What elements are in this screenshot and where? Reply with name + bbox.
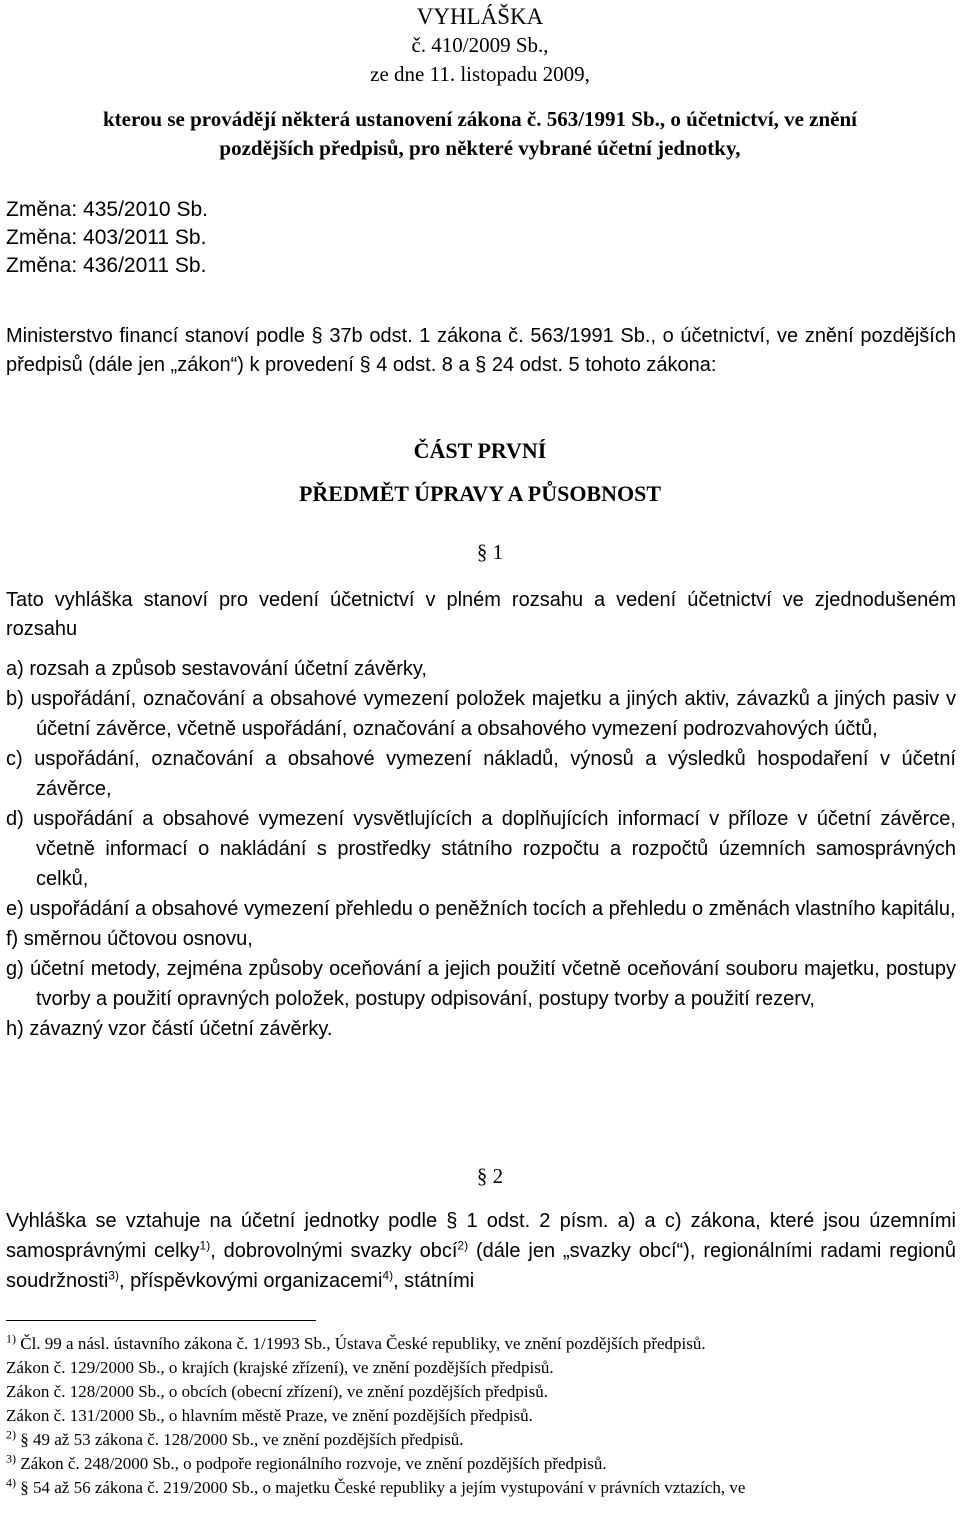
footnote bbox=[6, 1452, 960, 1476]
list-item: a) rozsah a způsob sestavování účetní závěrky, bbox=[6, 658, 427, 680]
amendment-item: Změna: 403/2011 Sb. bbox=[6, 226, 207, 249]
footnote-text: Zákon č. 131/2000 Sb., o hlavním městě Praze, ve znění pozdějších předpisů. bbox=[6, 1406, 533, 1425]
list-item: f) směrnou účtovou osnovu, bbox=[6, 928, 253, 950]
list-item: h) závazný vzor částí účetní závěrky. bbox=[6, 1018, 333, 1040]
footnote-ref: 3) bbox=[108, 1268, 119, 1283]
footnote bbox=[6, 1476, 960, 1500]
list-item: c) uspořádání, označování a obsahové vymezení nákladů, výnosů a výsledků hospodaření v účetní závěrce, bbox=[6, 748, 956, 800]
part-subject-heading: PŘEDMĚT ÚPRAVY A PŮSOBNOST bbox=[298, 481, 662, 506]
footnote-text: § 54 až 56 zákona č. 219/2000 Sb., o majetku České republiky a jejím vystupování v právních vztazích, ve bbox=[20, 1478, 746, 1497]
document-subject-line-2: pozdějších předpisů, pro některé vybrané účetní jednotky, bbox=[219, 136, 741, 160]
document-title: VYHLÁŠKA bbox=[416, 4, 544, 29]
footnotes bbox=[6, 1332, 960, 1500]
document-date: ze dne 11. listopadu 2009, bbox=[370, 62, 590, 86]
footnote bbox=[6, 1380, 960, 1404]
section-2-label: § 2 bbox=[476, 1164, 504, 1188]
section-2-text-part: , příspěvkovými organizacemi bbox=[118, 1270, 383, 1292]
footnote-mark: 2) bbox=[6, 1427, 16, 1442]
part-heading: ČÁST PRVNÍ bbox=[413, 438, 547, 463]
document-header bbox=[0, 0, 960, 163]
section-2-text-part: , státními bbox=[393, 1270, 475, 1292]
amendments-list bbox=[6, 196, 208, 280]
footnote-text: Čl. 99 a násl. ústavního zákona č. 1/1993 Sb., Ústava České republiky, ve znění pozdějších předpisů. bbox=[20, 1334, 706, 1353]
amendment-item: Změna: 436/2011 Sb. bbox=[6, 254, 207, 277]
footnote-mark: 1) bbox=[6, 1331, 16, 1346]
footnote-divider bbox=[6, 1320, 316, 1321]
footnote bbox=[6, 1428, 960, 1452]
list-item: g) účetní metody, zejména způsoby oceňování a jejich použití včetně oceňování souboru majetku, postupy tvorby a použití opravných položek, postupy odpisování, postupy tvorby a použití rezerv, bbox=[6, 958, 956, 1010]
section-2-text-part: (dále jen „svazky obcí“), regionálními radami regionů soudržnosti bbox=[6, 1240, 956, 1292]
footnote-text: § 49 až 53 zákona č. 128/2000 Sb., ve znění pozdějších předpisů. bbox=[20, 1430, 464, 1449]
document-number: č. 410/2009 Sb., bbox=[411, 33, 549, 57]
list-item: b) uspořádání, označování a obsahové vymezení položek majetku a jiných aktiv, závazků a jiných pasiv v účetní závěrce, včetně uspořádání, označování a obsahového vymezení podrozvahových účtů, bbox=[6, 688, 956, 740]
footnote bbox=[6, 1404, 960, 1428]
section-1-label: § 1 bbox=[476, 540, 504, 564]
document-subject-line-1: kterou se provádějí některá ustanovení zákona č. 563/1991 Sb., o účetnictví, ve znění bbox=[102, 107, 858, 131]
footnote-text: Zákon č. 128/2000 Sb., o obcích (obecní zřízení), ve znění pozdějších předpisů. bbox=[6, 1382, 548, 1401]
footnote-mark: 4) bbox=[6, 1475, 16, 1490]
section-2-text-part: , dobrovolnými svazky obcí bbox=[210, 1240, 458, 1262]
footnote-mark: 3) bbox=[6, 1451, 16, 1466]
list-item: d) uspořádání a obsahové vymezení vysvětlujících a doplňujících informací v příloze v účetní závěrce, včetně informací o nakládání s prostředky státního rozpočtu a rozpočtů územních samosprávných celků, bbox=[6, 808, 956, 890]
section-1-items bbox=[6, 654, 956, 1044]
preamble: Ministerstvo financí stanoví podle § 37b odst. 1 zákona č. 563/1991 Sb., o účetnictví, ve znění pozdějších předpisů (dále jen „zákon“) k provedení § 4 odst. 8 a § 24 odst. 5 tohoto zákona: bbox=[6, 325, 956, 376]
footnote-ref: 4) bbox=[382, 1268, 394, 1283]
footnote bbox=[6, 1332, 960, 1356]
list-item: e) uspořádání a obsahové vymezení přehledu o peněžních tocích a přehledu o změnách vlastního kapitálu, bbox=[6, 898, 956, 920]
footnote bbox=[6, 1356, 960, 1380]
section-1-text: Tato vyhláška stanoví pro vedení účetnictví v plném rozsahu a vedení účetnictví ve zjednodušeném rozsahu bbox=[6, 589, 956, 640]
section-2-text-part: Vyhláška se vztahuje na účetní jednotky podle § 1 odst. 2 písm. a) a c) zákona, které jsou územními samosprávnými celky bbox=[6, 1210, 956, 1262]
footnote-text: Zákon č. 129/2000 Sb., o krajích (krajské zřízení), ve znění pozdějších předpisů. bbox=[6, 1358, 554, 1377]
footnote-ref: 2) bbox=[457, 1238, 469, 1253]
footnote-text: Zákon č. 248/2000 Sb., o podpoře regionálního rozvoje, ve znění pozdějších předpisů. bbox=[20, 1454, 607, 1473]
footnote-ref: 1) bbox=[199, 1238, 211, 1253]
amendment-item: Změna: 435/2010 Sb. bbox=[6, 198, 208, 221]
section-2-text bbox=[6, 1206, 956, 1296]
